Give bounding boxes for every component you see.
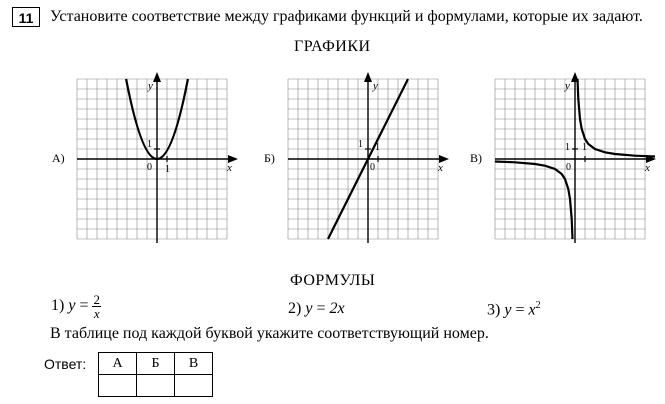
answer-cell-v[interactable] <box>175 375 213 397</box>
answer-header-row <box>99 353 213 375</box>
answer-header-v: В <box>175 353 213 375</box>
answer-cell-b[interactable] <box>137 375 175 397</box>
formula-num: 3) <box>487 301 501 319</box>
x-label: x <box>227 162 232 174</box>
answer-label: Ответ: <box>44 356 87 372</box>
x-label: x <box>645 162 650 174</box>
tick-x-label: 1 <box>165 164 170 175</box>
formula-eq: = <box>515 301 525 319</box>
y-label: y <box>148 80 153 92</box>
formula-2 <box>288 300 345 318</box>
graph-a <box>72 72 242 244</box>
formula-eq: = <box>316 300 326 317</box>
curve-hyperbola-right <box>578 79 656 157</box>
answer-input-row <box>99 375 213 397</box>
formula-1 <box>51 293 101 320</box>
formula-lhs: y <box>504 301 512 319</box>
formula-3 <box>487 300 541 319</box>
tick-x-label: 1 <box>582 142 587 153</box>
graph-v <box>490 72 660 244</box>
graphs-heading: ГРАФИКИ <box>294 38 371 55</box>
fraction <box>92 293 101 320</box>
task-number: 11 <box>12 7 40 27</box>
graph-letter-a: А) <box>52 151 65 165</box>
instruction-text: В таблице под каждой буквой укажите соответствующий номер. <box>50 325 489 342</box>
task-text: Установите соответствие между графиками функций и формулами, которые их задают. <box>50 8 643 25</box>
x-label: x <box>438 162 443 174</box>
curve-hyperbola-left <box>495 162 573 240</box>
formula-eq: = <box>79 297 89 315</box>
y-axis-arrow <box>153 72 161 82</box>
graph-letter-v: В) <box>470 151 482 165</box>
answer-header-a: А <box>99 353 137 375</box>
answer-header-b: Б <box>137 353 175 375</box>
origin-label: 0 <box>147 162 152 173</box>
formula-rhs: 2x <box>329 300 345 317</box>
tick-x-label: 1 <box>375 142 380 153</box>
answer-cell-a[interactable] <box>99 375 137 397</box>
graph-letter-b: Б) <box>264 151 275 165</box>
origin-label: 0 <box>566 162 571 173</box>
tick-y-label: 1 <box>358 139 363 150</box>
formula-lhs: y <box>68 297 76 315</box>
y-label: y <box>373 80 378 92</box>
answer-table <box>98 352 213 397</box>
formula-num: 2) <box>288 300 302 317</box>
denominator: x <box>93 306 100 321</box>
y-label: y <box>565 80 570 92</box>
tick-y-label: 1 <box>147 139 152 150</box>
graph-b <box>283 72 453 244</box>
formula-lhs: y <box>305 300 313 317</box>
formulas-heading: ФОРМУЛЫ <box>290 272 376 289</box>
formula-exp: 2 <box>535 300 541 311</box>
y-axis-arrow <box>364 72 372 82</box>
formula-num: 1) <box>51 297 65 315</box>
tick-y-label: 1 <box>565 142 570 153</box>
origin-label: 0 <box>370 162 375 173</box>
numerator: 2 <box>93 292 100 307</box>
formula-base: x <box>528 301 536 319</box>
